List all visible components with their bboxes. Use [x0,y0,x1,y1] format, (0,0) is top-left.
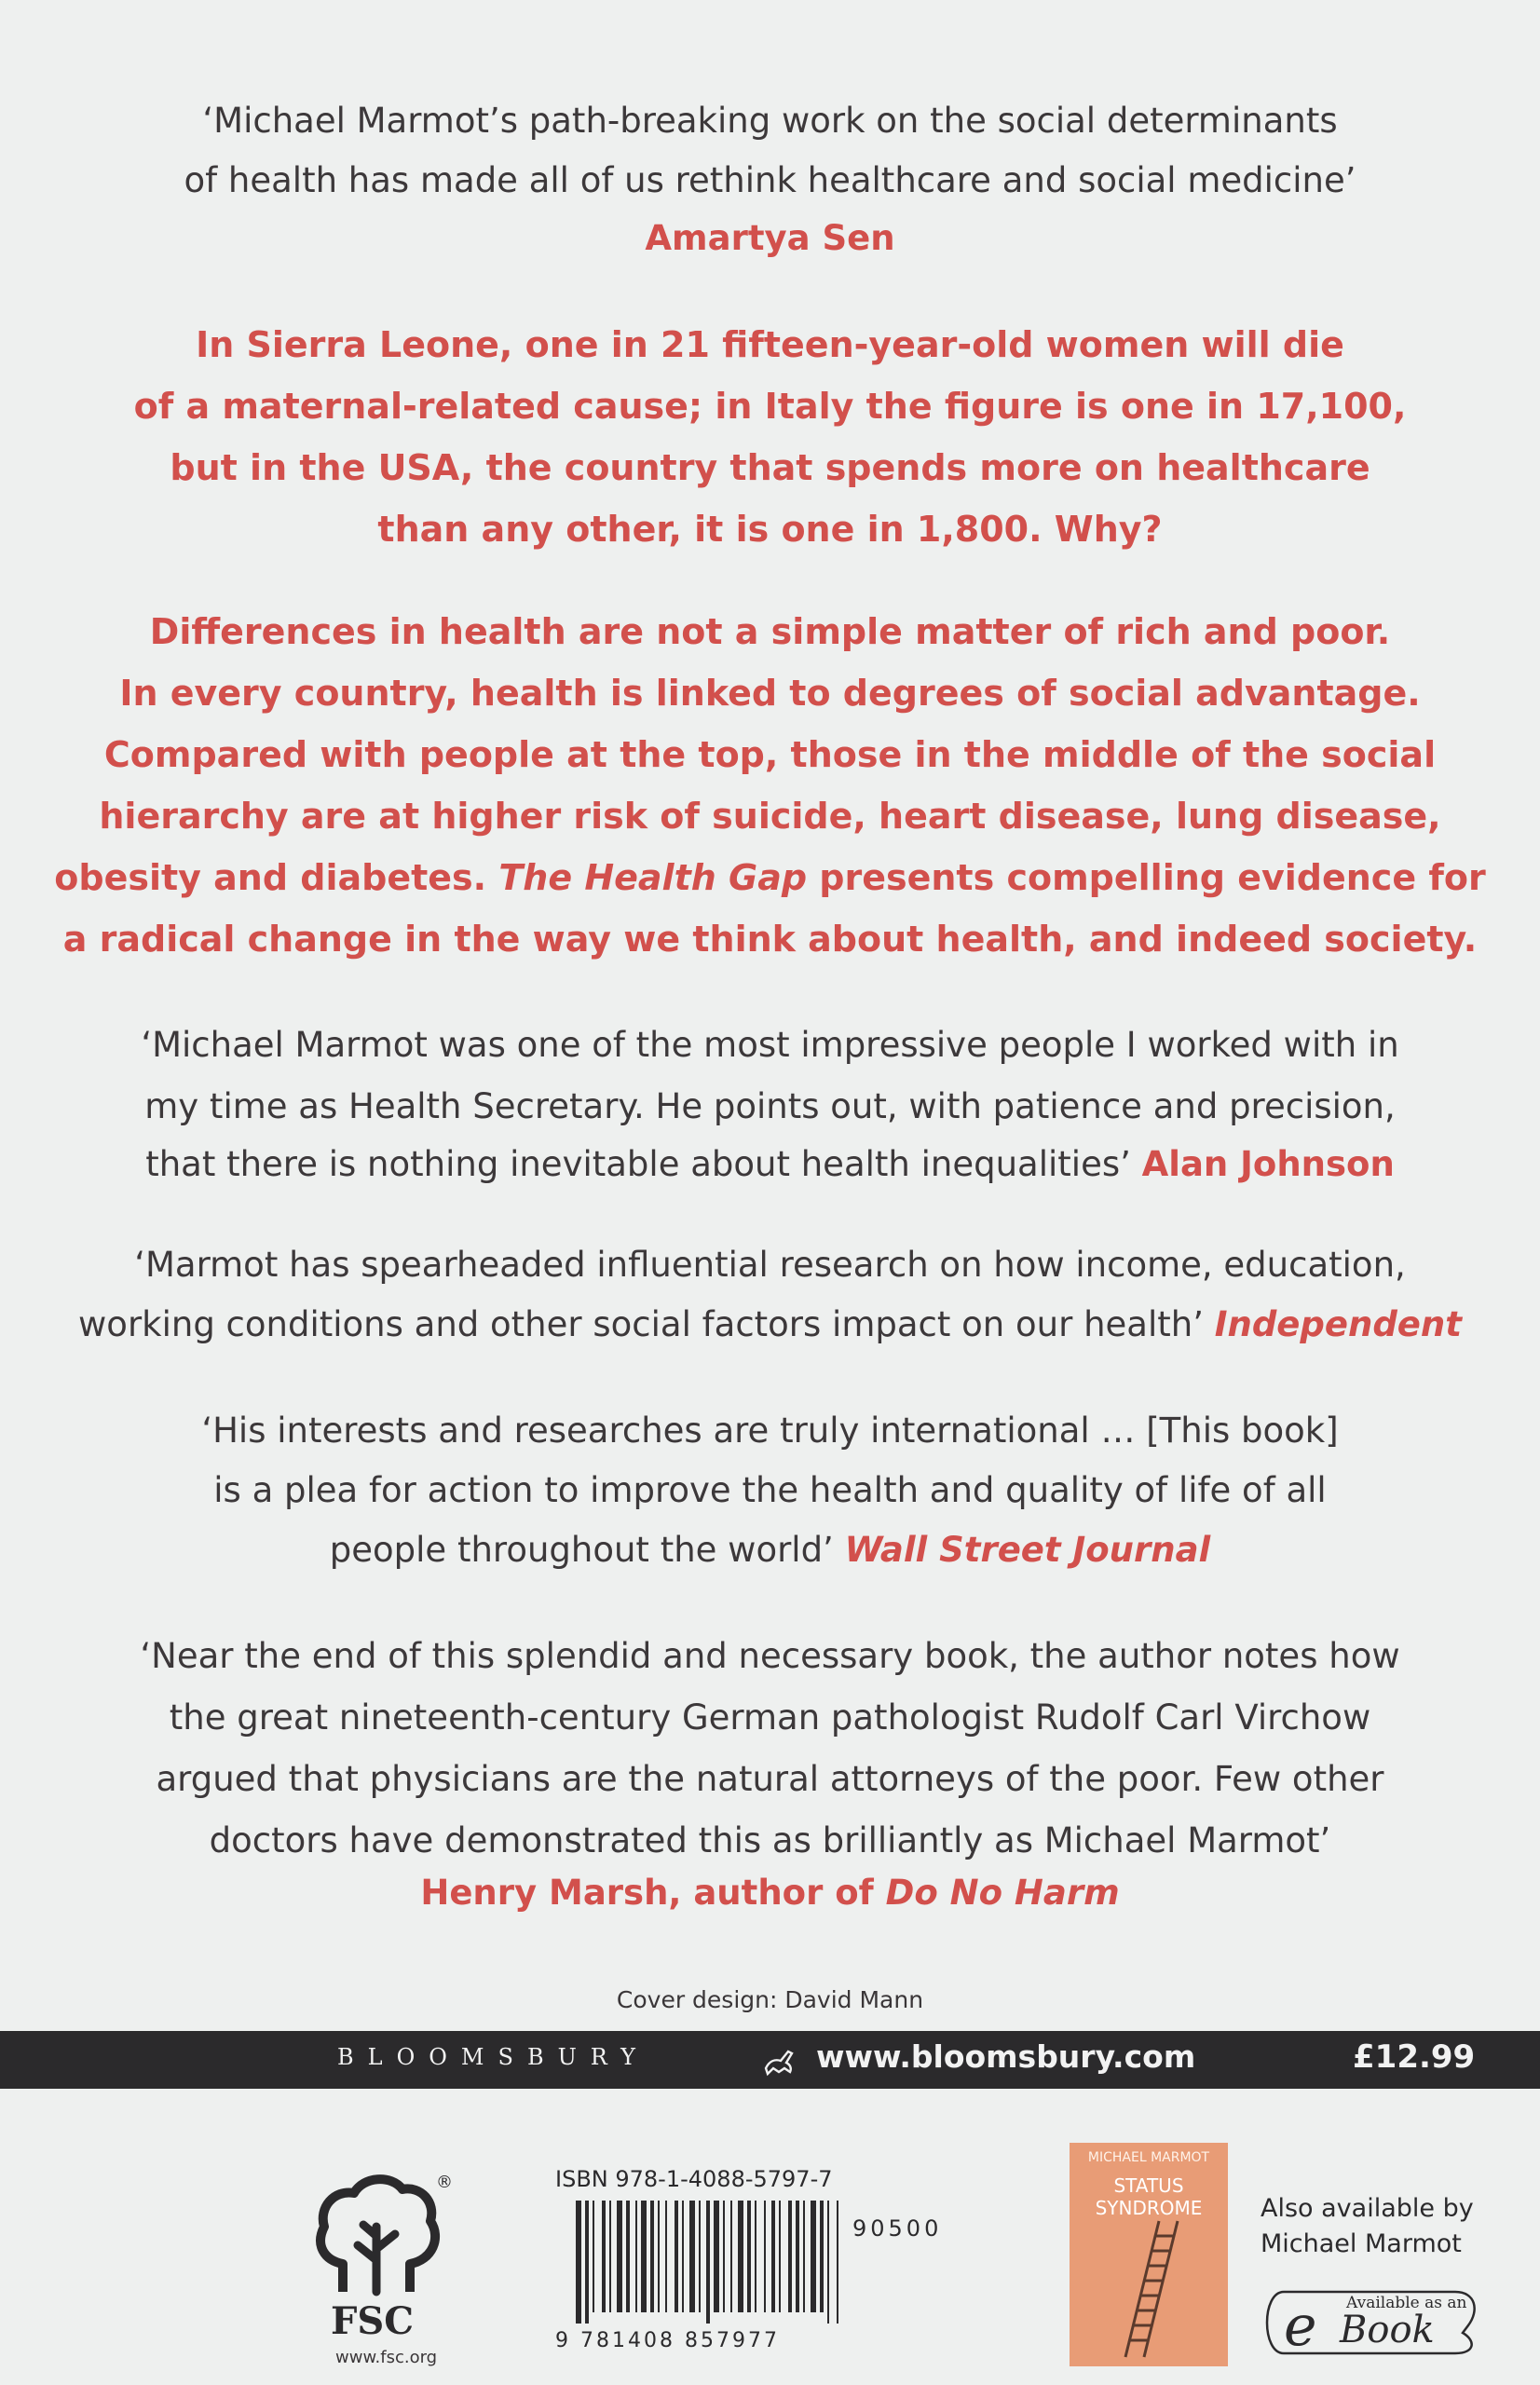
bloomsbury-dog-logo-icon [760,2040,797,2083]
quote-line: the great nineteenth-century German pathologist Rudolf Carl Virchow [169,1697,1371,1738]
quote-line: of health has made all of us rethink healthcare and social medicine’ [184,160,1356,200]
isbn-number: ISBN 978-1-4088-5797-7 [555,2166,833,2192]
svg-text:®: ® [436,2173,453,2192]
blurb-line: hierarchy are at higher risk of suicide, heart disease, lung disease, [99,796,1441,837]
attribution-book-title: Do No Harm [885,1873,1120,1913]
ebook-e-letter: e [1284,2294,1317,2359]
blurb-line: Differences in health are not a simple matter of rich and poor. [149,611,1391,652]
quote-line: my time as Health Secretary. He points out, with patience and precision, [144,1086,1396,1126]
quote-line [0,1304,1540,1344]
also-available-line: Michael Marmot [1261,2229,1462,2258]
publisher-name: BLOOMSBURY [337,2044,649,2070]
fsc-url: www.fsc.org [335,2348,438,2367]
quote-line: ‘Marmot has spearheaded influential research on how income, education, [134,1245,1406,1285]
attribution-text: Henry Marsh, author of [420,1873,886,1913]
quote-attribution: Alan Johnson [1141,1144,1395,1184]
quote-line [0,1530,1540,1570]
also-available-text [1261,2191,1474,2262]
barcode-digits: 9 781408 857977 [555,2329,780,2352]
ebook-label: Book [1340,2309,1435,2351]
blurb-line: a radical change in the way we think about health, and indeed society. [62,919,1478,960]
quote-line: ‘Near the end of this splendid and necessary book, the author notes how [140,1636,1400,1676]
quote-attribution: Wall Street Journal [844,1530,1211,1570]
quote-line: doctors have demonstrated this as brilliantly as Michael Marmot’ [209,1820,1331,1860]
thumb-title [1070,2174,1228,2219]
quote-text: that there is nothing inevitable about health inequalities’ [145,1144,1131,1184]
quote-attribution [0,1873,1540,1913]
blurb-line: In every country, health is linked to degrees of social advantage. [119,673,1421,714]
also-available-line: Also available by [1261,2194,1474,2223]
thumb-title-line: SYNDROME [1095,2197,1203,2219]
quote-line: ‘Michael Marmot’s path-breaking work on the social determinants [202,101,1338,141]
blurb-text: presents compelling evidence for [807,857,1486,898]
quote-attribution: Independent [1214,1304,1462,1344]
quote-line: argued that physicians are the natural attorneys of the poor. Few other [156,1759,1384,1799]
quote-line: ‘Michael Marmot was one of the most impressive people I worked with in [141,1025,1399,1065]
blurb-line: Compared with people at the top, those in the middle of the social [103,734,1437,775]
ebook-available-text: Available as an [1346,2294,1467,2312]
barcode-price-code: 90500 [852,2215,943,2242]
blurb-line [0,857,1540,898]
status-syndrome-cover [1070,2143,1228,2366]
blurb-line: than any other, it is one in 1,800. Why? [377,509,1163,550]
ladder-icon [1070,2217,1228,2376]
price-label: £12.99 [1353,2038,1476,2076]
blurb-line: but in the USA, the country that spends more on healthcare [170,447,1370,488]
thumb-author: MICHAEL MARMOT [1087,2150,1210,2165]
blurb-line: In Sierra Leone, one in 21 fifteen-year-old women will die [196,324,1344,365]
barcode-icon [576,2201,958,2324]
book-title: The Health Gap [498,857,808,898]
quote-text: working conditions and other social factors impact on our health’ [78,1304,1204,1344]
fsc-tree-icon [306,2171,455,2301]
blurb-line: of a maternal-related cause; in Italy the figure is one in 17,100, [133,386,1407,427]
fsc-label: FSC [331,2299,415,2343]
quote-text: people throughout the world’ [329,1530,834,1570]
publisher-url[interactable]: www.bloomsbury.com [816,2038,1196,2075]
thumb-title-line: STATUS [1113,2174,1184,2197]
blurb-text: obesity and diabetes. [54,857,499,898]
quote-line: is a plea for action to improve the health and quality of life of all [213,1470,1327,1510]
publisher-bar [0,2031,1540,2089]
quote-attribution: Amartya Sen [645,218,895,258]
quote-line [0,1144,1540,1184]
quote-line: ‘His interests and researches are truly international … [This book] [201,1411,1339,1451]
cover-design-credit: Cover design: David Mann [616,1986,924,2013]
